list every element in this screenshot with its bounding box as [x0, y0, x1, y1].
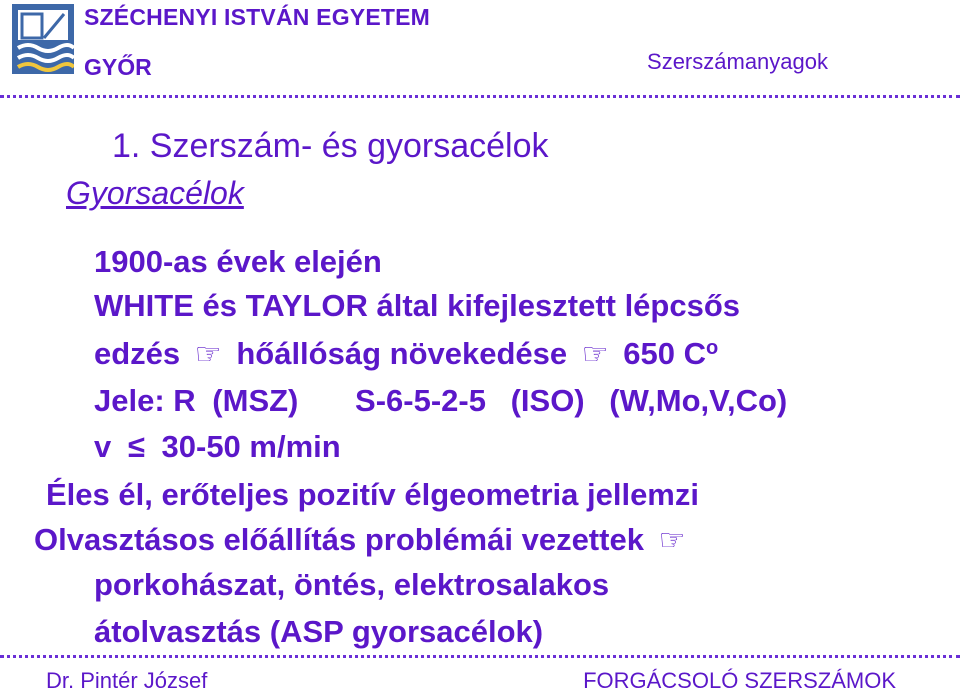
- text-line-6: Éles él, erőteljes pozitív élgeometria jellemzi: [46, 477, 699, 512]
- text-line-3: [94, 338, 718, 370]
- text-line-2: WHITE és TAYLOR által kifejlesztett lépcsős: [94, 288, 741, 323]
- pointing-hand-icon: ☞: [581, 338, 609, 371]
- university-city: GYŐR: [84, 54, 152, 80]
- text-line-4: [94, 385, 787, 416]
- footer-course: FORGÁCSOLÓ SZERSZÁMOK: [583, 668, 896, 693]
- text-v: v: [94, 429, 112, 464]
- text-msz: (MSZ): [212, 383, 299, 418]
- text-temperature: 650 C: [623, 336, 707, 371]
- pointing-hand-icon: ☞: [658, 524, 686, 557]
- slide-title: 1. Szerszám- és gyorsacélok: [112, 127, 549, 165]
- text-iso: (ISO): [510, 383, 585, 418]
- text-speed: 30-50 m/min: [161, 429, 341, 464]
- footer-author: Dr. Pintér József: [46, 668, 208, 693]
- less-equal-icon: ≤: [127, 429, 145, 464]
- university-name: SZÉCHENYI ISTVÁN EGYETEM: [84, 4, 431, 30]
- footer-divider: [0, 655, 960, 658]
- text-line-9: átolvasztás (ASP gyorsacélok): [94, 614, 544, 649]
- university-logo-icon: [12, 4, 74, 74]
- text-line-1: 1900-as évek elején: [94, 244, 382, 279]
- subject-title: Szerszámanyagok: [647, 49, 828, 74]
- text-iso-code: S-6-5-2-5: [355, 383, 486, 418]
- text-elements: (W,Mo,V,Co): [609, 383, 788, 418]
- text-olvasztasos: Olvasztásos előállítás problémái vezettek: [34, 522, 644, 557]
- header-divider: [0, 95, 960, 98]
- text-line-7: [34, 524, 691, 556]
- pointing-hand-icon: ☞: [194, 338, 222, 371]
- degree-superscript: o: [706, 337, 719, 359]
- text-line-5: [94, 431, 341, 462]
- text-hoallosag: hőállóság növekedése: [236, 336, 568, 371]
- text-line-8: porkohászat, öntés, elektrosalakos: [94, 567, 610, 602]
- text-jele: Jele: R: [94, 383, 196, 418]
- slide-subtitle: Gyorsacélok: [66, 175, 244, 211]
- text-edzes: edzés: [94, 336, 181, 371]
